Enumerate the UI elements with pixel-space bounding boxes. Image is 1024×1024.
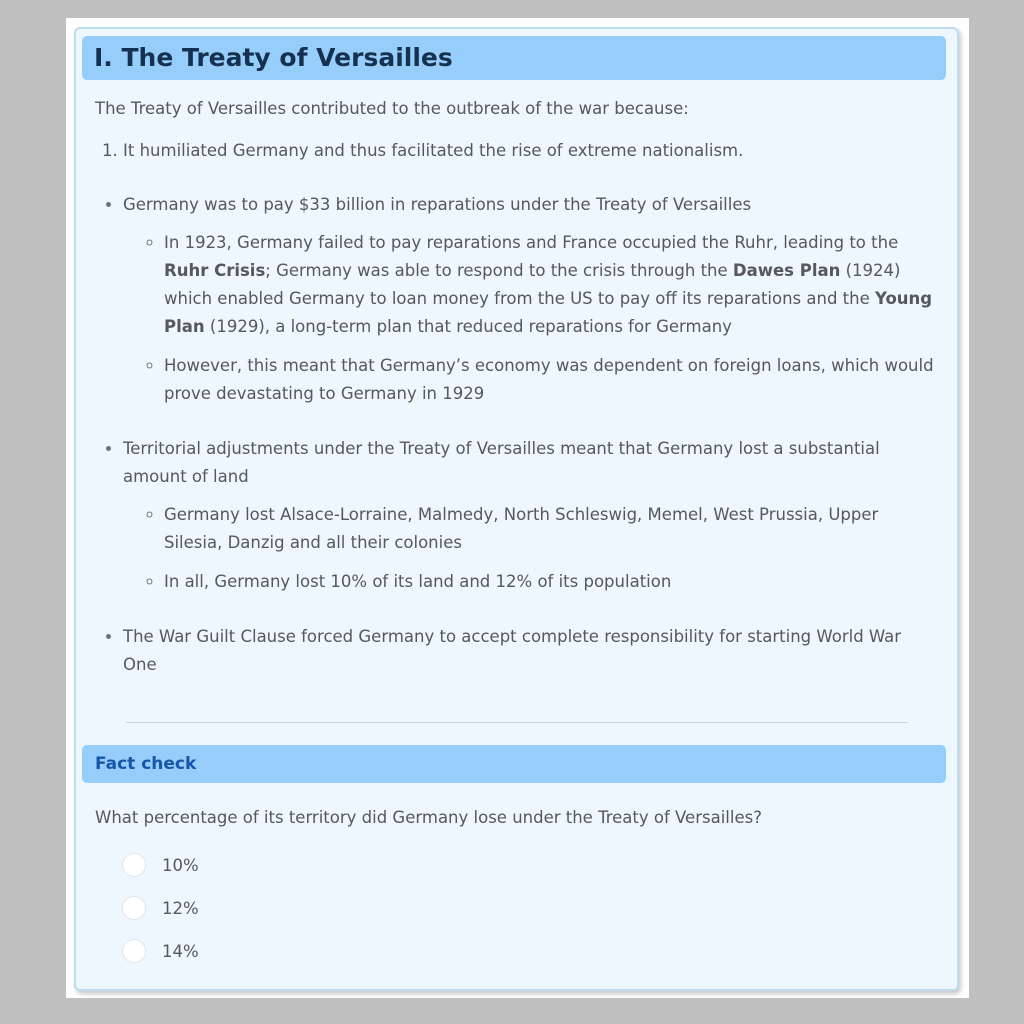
option-label: 12% bbox=[162, 898, 199, 918]
radio-button[interactable] bbox=[122, 896, 146, 920]
key-term: Dawes Plan bbox=[732, 261, 841, 280]
divider bbox=[126, 722, 908, 723]
bullet-item bbox=[123, 623, 935, 679]
section-title: I. The Treaty of Versailles bbox=[94, 43, 453, 72]
option-label: 14% bbox=[162, 941, 199, 961]
lesson-card bbox=[74, 27, 959, 991]
option-label: 10% bbox=[162, 855, 199, 875]
numbered-list bbox=[95, 137, 935, 165]
sub-bullet-text: (1929), a long-term plan that reduced reparations for Germany bbox=[204, 317, 732, 336]
sub-list bbox=[123, 229, 935, 408]
page bbox=[66, 18, 969, 998]
fact-check-header bbox=[82, 745, 946, 783]
bullet-text: The War Guilt Clause forced Germany to accept complete responsibility for starting World War One bbox=[123, 627, 902, 674]
option-14-percent[interactable] bbox=[122, 938, 422, 964]
sub-bullet-item bbox=[164, 229, 935, 341]
sub-bullet-text: In all, Germany lost 10% of its land and 12% of its population bbox=[164, 572, 672, 591]
fact-check-question: What percentage of its territory did Germany lose under the Treaty of Versailles? bbox=[95, 808, 762, 827]
bullet-list bbox=[95, 191, 935, 679]
bullet-item bbox=[123, 435, 935, 596]
option-12-percent[interactable] bbox=[122, 895, 422, 921]
bullet-text: Territorial adjustments under the Treaty of Versailles meant that Germany lost a substantial amount of land bbox=[123, 439, 880, 486]
lesson-content bbox=[95, 95, 935, 706]
key-term: Young Plan bbox=[164, 289, 933, 336]
sub-bullet-text: However, this meant that Germany’s economy was dependent on foreign loans, which would prove devastating to Germany in 1929 bbox=[164, 356, 934, 403]
sub-bullet-text: Germany lost Alsace-Lorraine, Malmedy, North Schleswig, Memel, West Prussia, Upper Silesia, Danzig and all their colonies bbox=[164, 505, 879, 552]
numbered-point: 1. It humiliated Germany and thus facilitated the rise of extreme nationalism. bbox=[123, 137, 935, 165]
bullet-item bbox=[123, 191, 935, 408]
fact-check-title: Fact check bbox=[95, 754, 197, 774]
sub-bullet-text: ; Germany was able to respond to the crisis through the bbox=[265, 261, 733, 280]
key-term: Ruhr Crisis bbox=[164, 261, 266, 280]
radio-button[interactable] bbox=[122, 939, 146, 963]
sub-bullet-item bbox=[164, 501, 935, 557]
section-header bbox=[82, 36, 946, 80]
sub-bullet-text: In 1923, Germany failed to pay reparations and France occupied the Ruhr, leading to the bbox=[164, 233, 899, 252]
sub-list bbox=[123, 501, 935, 596]
intro-text: The Treaty of Versailles contributed to the outbreak of the war because: bbox=[95, 99, 689, 118]
radio-button[interactable] bbox=[122, 853, 146, 877]
sub-bullet-item bbox=[164, 568, 935, 596]
option-10-percent[interactable] bbox=[122, 852, 422, 878]
bullet-text: Germany was to pay $33 billion in reparations under the Treaty of Versailles bbox=[123, 195, 752, 214]
sub-bullet-item bbox=[164, 352, 935, 408]
sub-bullet-text: (1924) which enabled Germany to loan money from the US to pay off its reparations and the bbox=[164, 261, 901, 308]
